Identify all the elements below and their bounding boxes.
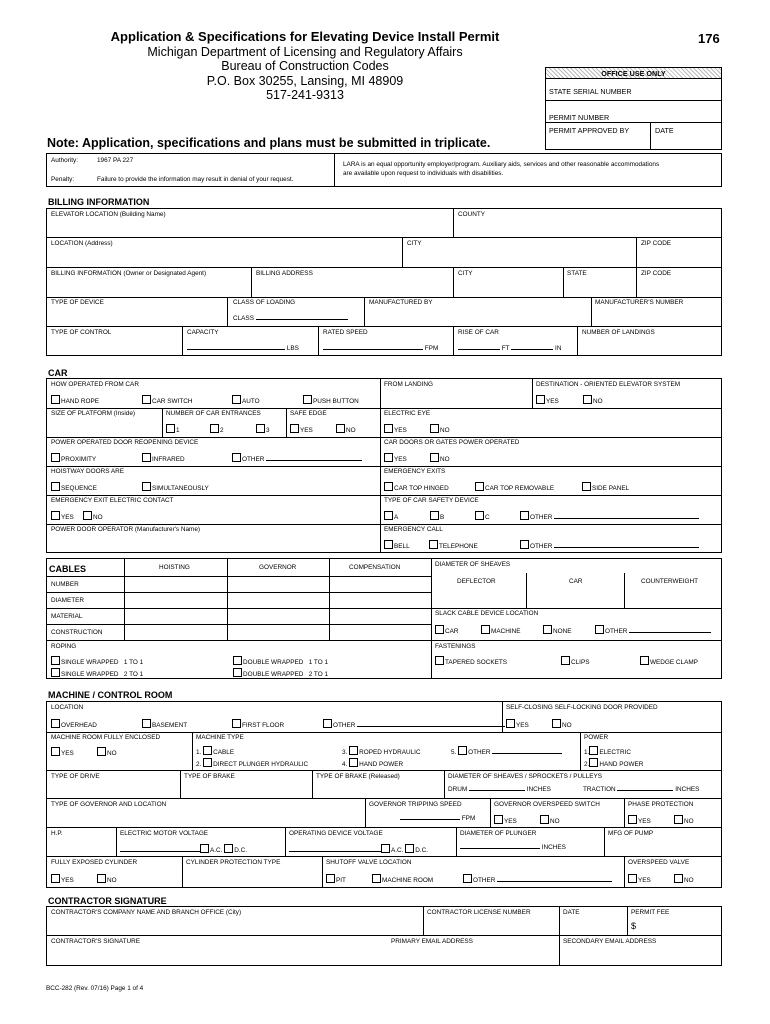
hand-power-checkbox[interactable] — [589, 758, 598, 767]
office-use-title: OFFICE USE ONLY — [546, 68, 721, 79]
machine-location-label: LOCATION — [51, 704, 84, 711]
operating-voltage-label: OPERATING DEVICE VOLTAGE — [289, 830, 383, 837]
lara-notice-2: are available upon request to individuals with disabilities. — [343, 170, 504, 177]
hand-power-option[interactable]: 2. HAND POWER — [584, 758, 643, 769]
location-other-checkbox[interactable] — [323, 719, 332, 728]
permit-approved-by-label: PERMIT APPROVED BY — [549, 126, 630, 135]
type-of-drive-field[interactable]: TYPE OF DRIVE — [51, 773, 100, 780]
overspeed-valve-label: OVERSPEED VALVE — [628, 859, 690, 866]
bell-checkbox[interactable] — [384, 540, 393, 549]
billing-section-title: BILLING INFORMATION — [48, 197, 150, 207]
self-closing-yes[interactable]: YES — [506, 719, 529, 730]
exit-contact-yes-checkbox[interactable] — [51, 511, 60, 520]
hand-rope-option[interactable]: HAND ROPE — [51, 395, 99, 406]
motor-voltage-label: ELECTRIC MOTOR VOLTAGE — [120, 830, 209, 837]
reopening-other-checkbox[interactable] — [232, 453, 241, 462]
divider — [650, 123, 651, 149]
phase-protection-no-checkbox[interactable] — [674, 815, 683, 824]
capacity-field[interactable] — [187, 345, 299, 353]
manufacturers-number-field[interactable]: MANUFACTURER'S NUMBER — [595, 299, 684, 306]
rise-ft-line — [458, 349, 500, 350]
self-closing-no-checkbox[interactable] — [552, 719, 561, 728]
car-doors-no[interactable]: NO — [430, 453, 450, 464]
basement-checkbox[interactable] — [142, 719, 151, 728]
operating-dc-checkbox[interactable] — [405, 844, 414, 853]
slack-machine-option[interactable]: MACHINE — [481, 625, 520, 636]
entrances-2[interactable]: 2 — [210, 424, 224, 435]
safe-edge-yes[interactable]: YES — [290, 424, 313, 435]
safety-b-option[interactable]: B — [430, 511, 444, 522]
fpm-unit: FPM — [424, 345, 439, 352]
governor-type-field[interactable]: TYPE OF GOVERNOR AND LOCATION — [51, 801, 167, 808]
in-unit: IN — [555, 345, 562, 352]
divider — [334, 154, 335, 186]
machine-table — [46, 701, 722, 888]
proximity-option[interactable]: PROXIMITY — [51, 453, 96, 464]
enclosed-label: MACHINE ROOM FULLY ENCLOSED — [51, 734, 161, 741]
call-other-checkbox[interactable] — [520, 540, 529, 549]
from-landing-field[interactable]: FROM LANDING — [384, 381, 433, 388]
electric-eye-yes[interactable]: YES — [384, 424, 407, 435]
single-2to1-option[interactable]: SINGLE WRAPPED 2 TO 1 — [51, 668, 143, 679]
operating-voltage-field[interactable]: A.C. D.C. — [289, 844, 428, 855]
cable-number-label: NUMBER — [51, 581, 79, 588]
first-floor-option[interactable]: FIRST FLOOR — [232, 719, 284, 730]
tapered-sockets-checkbox[interactable] — [435, 656, 444, 665]
approval-row — [546, 123, 721, 149]
number-of-landings-field[interactable]: NUMBER OF LANDINGS — [582, 329, 655, 336]
motor-voltage-field[interactable]: A.C. D.C. — [120, 844, 247, 855]
enclosed-no[interactable]: NO — [97, 747, 117, 758]
electric-eye-no[interactable]: NO — [430, 424, 450, 435]
telephone-option[interactable]: TELEPHONE — [429, 540, 478, 551]
exit-contact-no[interactable]: NO — [83, 511, 103, 522]
double-1to1-option[interactable]: DOUBLE WRAPPED 1 TO 1 — [233, 656, 328, 667]
auto-option[interactable]: AUTO — [232, 395, 260, 406]
state-serial-label: STATE SERIAL NUMBER — [549, 87, 632, 96]
single-2to1-checkbox[interactable] — [51, 668, 60, 677]
permit-number-field[interactable] — [546, 101, 721, 123]
safe-edge-no-checkbox[interactable] — [336, 424, 345, 433]
phase-protection-no[interactable]: NO — [674, 815, 694, 826]
traction-field[interactable]: TRACTION INCHES — [583, 786, 700, 793]
push-button-option[interactable]: PUSH BUTTON — [303, 395, 359, 406]
plunger-diameter-label: DIAMETER OF PLUNGER — [460, 830, 537, 837]
contractor-section-title: CONTRACTOR SIGNATURE — [48, 896, 167, 906]
exposed-cylinder-yes[interactable]: YES — [51, 874, 74, 885]
bell-option[interactable]: BELL — [384, 540, 410, 551]
phone-number: 517-241-9313 — [266, 88, 344, 102]
safe-edge-no[interactable]: NO — [336, 424, 356, 435]
hand-rope-checkbox[interactable] — [51, 395, 60, 404]
sheaves-header: DIAMETER OF SHEAVES — [435, 561, 511, 568]
overspeed-valve-yes-checkbox[interactable] — [628, 874, 637, 883]
self-closing-no[interactable]: NO — [552, 719, 572, 730]
entrances-1[interactable]: 1 — [166, 424, 180, 435]
enclosed-yes[interactable]: YES — [51, 747, 74, 758]
contractor-date-field[interactable]: DATE — [563, 909, 580, 916]
slack-none-option[interactable]: NONE — [543, 625, 571, 636]
safety-c-checkbox[interactable] — [475, 511, 484, 520]
car-doors-label: CAR DOORS OR GATES POWER OPERATED — [384, 439, 520, 446]
overspeed-valve-yes[interactable]: YES — [628, 874, 651, 885]
tripping-speed-field[interactable]: FPM — [400, 815, 475, 823]
safety-b-checkbox[interactable] — [430, 511, 439, 520]
slack-other-checkbox[interactable] — [595, 625, 604, 634]
ft-unit: FT — [501, 345, 510, 352]
car-table — [46, 378, 722, 553]
safety-a-option[interactable]: A — [384, 511, 398, 522]
electric-eye-yes-checkbox[interactable] — [384, 424, 393, 433]
class-label: CLASS — [233, 315, 254, 322]
cylinder-protection-field[interactable]: CYLINDER PROTECTION TYPE — [186, 859, 281, 866]
direct-plunger-checkbox[interactable] — [203, 758, 212, 767]
reopening-device-label: POWER OPERATED DOOR REOPENING DEVICE — [51, 439, 199, 446]
destination-no[interactable]: NO — [583, 395, 603, 406]
platform-size-field[interactable]: SIZE OF PLATFORM (Inside) — [51, 410, 136, 417]
lara-notice-1: LARA is an equal opportunity employer/program. Auxiliary aids, services and other reasonable accommodations — [343, 161, 660, 168]
exit-contact-yes[interactable]: YES — [51, 511, 74, 522]
destination-yes[interactable]: YES — [536, 395, 559, 406]
page-number: 176 — [698, 31, 720, 46]
billing-zip-field[interactable]: ZIP CODE — [641, 270, 672, 277]
simultaneously-checkbox[interactable] — [142, 482, 151, 491]
shutoff-machine-room-option[interactable]: MACHINE ROOM — [372, 874, 433, 885]
phase-protection-yes-checkbox[interactable] — [628, 815, 637, 824]
capacity-label: CAPACITY — [187, 329, 219, 336]
class-field[interactable] — [233, 315, 348, 323]
rated-speed-field[interactable] — [323, 345, 438, 353]
exposed-cylinder-no[interactable]: NO — [97, 874, 117, 885]
wedge-clamp-checkbox[interactable] — [640, 656, 649, 665]
shutoff-machine-room-checkbox[interactable] — [372, 874, 381, 883]
cable-construction-label: CONSTRUCTION — [51, 629, 103, 636]
reopening-other-option[interactable]: OTHER — [232, 453, 362, 464]
rise-in-line — [511, 349, 553, 350]
billing-city-field[interactable]: CITY — [458, 270, 473, 277]
proximity-checkbox[interactable] — [51, 453, 60, 462]
double-1to1-checkbox[interactable] — [233, 656, 242, 665]
roping-label: ROPING — [51, 643, 77, 650]
class-of-loading-label: CLASS OF LOADING — [233, 299, 296, 306]
electric-power-option[interactable]: 1. ELECTRIC — [584, 746, 631, 757]
operating-ac-checkbox[interactable] — [381, 844, 390, 853]
cable-type-option[interactable]: 1. CABLE — [196, 746, 234, 757]
car-top-removable-option[interactable]: CAR TOP REMOVABLE — [475, 482, 554, 493]
tapered-sockets-option[interactable]: TAPERED SOCKETS — [435, 656, 507, 667]
car-doors-no-checkbox[interactable] — [430, 453, 439, 462]
car-doors-yes-checkbox[interactable] — [384, 453, 393, 462]
overspeed-valve-no[interactable]: NO — [674, 874, 694, 885]
mailing-address: P.O. Box 30255, Lansing, MI 48909 — [206, 73, 404, 88]
shutoff-valve-label: SHUTOFF VALVE LOCATION — [326, 859, 412, 866]
brake-released-field[interactable]: TYPE OF BRAKE (Released) — [316, 773, 400, 780]
hoisting-header: HOISTING — [159, 564, 190, 571]
safe-edge-label: SAFE EDGE — [290, 410, 327, 417]
exit-contact-label: EMERGENCY EXIT ELECTRIC CONTACT — [51, 497, 174, 504]
phase-protection-yes[interactable]: YES — [628, 815, 651, 826]
hoistway-label: HOISTWAY DOORS ARE — [51, 468, 125, 475]
infrared-option[interactable]: INFRARED — [142, 453, 185, 464]
counterweight-field[interactable]: COUNTERWEIGHT — [641, 578, 699, 585]
car-doors-yes[interactable]: YES — [384, 453, 407, 464]
car-top-hinged-checkbox[interactable] — [384, 482, 393, 491]
state-serial-field[interactable] — [546, 79, 721, 101]
shutoff-pit-checkbox[interactable] — [326, 874, 335, 883]
agency-name: Michigan Department of Licensing and Regulatory Affairs — [147, 44, 463, 59]
bureau-name: Bureau of Construction Codes — [221, 59, 389, 73]
hand-power-type-option[interactable]: 4. HAND POWER — [342, 758, 403, 769]
electric-power-checkbox[interactable] — [589, 746, 598, 755]
car-switch-option[interactable]: CAR SWITCH — [142, 395, 192, 406]
drum-field[interactable]: DRUM INCHES — [448, 786, 551, 793]
billing-owner-field[interactable]: BILLING INFORMATION (Owner or Designated Agent) — [51, 270, 207, 277]
electric-eye-label: ELECTRIC EYE — [384, 410, 431, 417]
authority-value: 1967 PA 227 — [97, 157, 134, 164]
cable-material-label: MATERIAL — [51, 613, 83, 620]
car-top-removable-checkbox[interactable] — [475, 482, 484, 491]
safety-other-checkbox[interactable] — [520, 511, 529, 520]
governor-header: GOVERNOR — [259, 564, 297, 571]
power-label: POWER — [584, 734, 609, 741]
location-city-field[interactable]: CITY — [407, 240, 422, 247]
form-title: Application & Specifications for Elevating Device Install Permit — [110, 29, 500, 44]
exit-contact-no-checkbox[interactable] — [83, 511, 92, 520]
double-2to1-option[interactable]: DOUBLE WRAPPED 2 TO 1 — [233, 668, 328, 679]
sheave-car-field[interactable]: CAR — [569, 578, 583, 585]
shutoff-other-option[interactable]: OTHER — [463, 874, 612, 885]
contractor-table — [46, 906, 722, 966]
destination-yes-checkbox[interactable] — [536, 395, 545, 404]
single-1to1-checkbox[interactable] — [51, 656, 60, 665]
company-name-field[interactable]: CONTRACTOR'S COMPANY NAME AND BRANCH OFFICE (City) — [51, 909, 242, 916]
call-other-option[interactable]: OTHER — [520, 540, 699, 551]
safe-edge-yes-checkbox[interactable] — [290, 424, 299, 433]
license-number-field[interactable]: CONTRACTOR LICENSE NUMBER — [427, 909, 531, 916]
compensation-header: COMPENSATION — [349, 564, 401, 571]
clips-checkbox[interactable] — [561, 656, 570, 665]
entrances-3-checkbox[interactable] — [256, 424, 265, 433]
signature-field[interactable]: CONTRACTOR'S SIGNATURE — [51, 938, 141, 945]
emergency-call-label: EMERGENCY CALL — [384, 526, 443, 533]
slack-car-option[interactable]: CAR — [435, 625, 459, 636]
location-zip-field[interactable]: ZIP CODE — [641, 240, 672, 247]
motor-dc-checkbox[interactable] — [224, 844, 233, 853]
entrances-label: NUMBER OF CAR ENTRANCES — [166, 410, 261, 417]
location-address-field[interactable]: LOCATION (Address) — [51, 240, 113, 247]
permit-number-label: PERMIT NUMBER — [549, 113, 610, 122]
infrared-checkbox[interactable] — [142, 453, 151, 462]
motor-ac-checkbox[interactable] — [200, 844, 209, 853]
enclosed-no-checkbox[interactable] — [97, 747, 106, 756]
overhead-checkbox[interactable] — [51, 719, 60, 728]
auto-checkbox[interactable] — [232, 395, 241, 404]
machine-other-checkbox[interactable] — [458, 746, 467, 755]
direct-plunger-option[interactable]: 2. DIRECT PLUNGER HYDRAULIC — [196, 758, 308, 769]
form-footer: BCC-282 (Rev. 07/16) Page 1 of 4 — [46, 985, 144, 992]
double-2to1-checkbox[interactable] — [233, 668, 242, 677]
office-date-label: DATE — [655, 126, 674, 135]
roped-hydraulic-option[interactable]: 3. ROPED HYDRAULIC — [342, 746, 421, 757]
type-of-control-field[interactable]: TYPE OF CONTROL — [51, 329, 112, 336]
enclosed-yes-checkbox[interactable] — [51, 747, 60, 756]
car-section-title: CAR — [48, 368, 68, 378]
destination-no-checkbox[interactable] — [583, 395, 592, 404]
sequence-option[interactable]: SEQUENCE — [51, 482, 97, 493]
self-closing-yes-checkbox[interactable] — [506, 719, 515, 728]
permit-fee-label: PERMIT FEE — [631, 909, 670, 916]
secondary-email-field[interactable]: SECONDARY EMAIL ADDRESS — [563, 938, 657, 945]
class-line — [256, 319, 348, 320]
county-field[interactable]: COUNTY — [458, 211, 485, 218]
deflector-field[interactable]: DEFLECTOR — [457, 578, 496, 585]
rated-speed-line — [323, 349, 423, 350]
penalty-value: Failure to provide the information may result in denial of your request. — [97, 176, 294, 183]
destination-label: DESTINATION - ORIENTED ELEVATOR SYSTEM — [536, 381, 681, 388]
cable-type-checkbox[interactable] — [203, 746, 212, 755]
machine-type-label: MACHINE TYPE — [196, 734, 244, 741]
safety-device-label: TYPE OF CAR SAFETY DEVICE — [384, 497, 479, 504]
side-panel-option[interactable]: SIDE PANEL — [582, 482, 629, 493]
electric-eye-no-checkbox[interactable] — [430, 424, 439, 433]
exposed-cylinder-label: FULLY EXPOSED CYLINDER — [51, 859, 138, 866]
emergency-exits-label: EMERGENCY EXITS — [384, 468, 446, 475]
location-other-option[interactable]: OTHER — [323, 719, 505, 730]
authority-box — [46, 153, 722, 187]
safety-a-checkbox[interactable] — [384, 511, 393, 520]
overspeed-switch-yes-checkbox[interactable] — [494, 815, 503, 824]
slack-car-checkbox[interactable] — [435, 625, 444, 634]
shutoff-pit-option[interactable]: PIT — [326, 874, 346, 885]
side-panel-checkbox[interactable] — [582, 482, 591, 491]
tripping-speed-label: GOVERNOR TRIPPING SPEED — [369, 801, 462, 808]
overspeed-valve-no-checkbox[interactable] — [674, 874, 683, 883]
door-operator-field[interactable]: POWER DOOR OPERATOR (Manufacturer's Name) — [51, 526, 201, 533]
car-switch-checkbox[interactable] — [142, 395, 151, 404]
form-header — [60, 30, 550, 103]
exposed-cylinder-yes-checkbox[interactable] — [51, 874, 60, 883]
single-1to1-option[interactable]: SINGLE WRAPPED 1 TO 1 — [51, 656, 143, 667]
push-button-checkbox[interactable] — [303, 395, 312, 404]
machine-section-title: MACHINE / CONTROL ROOM — [48, 690, 173, 700]
slack-none-checkbox[interactable] — [543, 625, 552, 634]
telephone-checkbox[interactable] — [429, 540, 438, 549]
basement-option[interactable]: BASEMENT — [142, 719, 187, 730]
phase-protection-label: PHASE PROTECTION — [628, 801, 694, 808]
entrances-3[interactable]: 3 — [256, 424, 270, 435]
wedge-clamp-option[interactable]: WEDGE CLAMP — [640, 656, 698, 667]
cable-diameter-label: DIAMETER — [51, 597, 85, 604]
sequence-checkbox[interactable] — [51, 482, 60, 491]
machine-other-option[interactable]: 5. OTHER — [451, 746, 562, 757]
type-of-brake-field[interactable]: TYPE OF BRAKE — [184, 773, 235, 780]
rise-of-car-field[interactable] — [458, 345, 561, 353]
car-top-hinged-option[interactable]: CAR TOP HINGED — [384, 482, 449, 493]
primary-email-field[interactable]: PRIMARY EMAIL ADDRESS — [391, 938, 473, 945]
office-use-box — [545, 67, 722, 150]
authority-label: Authority: — [51, 157, 78, 164]
hand-power-type-checkbox[interactable] — [349, 758, 358, 767]
self-closing-label: SELF-CLOSING SELF-LOCKING DOOR PROVIDED — [506, 704, 658, 711]
sheaves-sprockets-label: DIAMETER OF SHEAVES / SPROCKETS / PULLEYS — [448, 773, 603, 780]
safety-c-option[interactable]: C — [475, 511, 490, 522]
cables-table — [46, 558, 722, 679]
entrances-1-checkbox[interactable] — [166, 424, 175, 433]
safety-other-option[interactable]: OTHER — [520, 511, 699, 522]
overspeed-switch-no-checkbox[interactable] — [540, 815, 549, 824]
billing-table — [46, 208, 722, 356]
submission-note: Note: Application, specifications and plans must be submitted in triplicate. — [47, 136, 491, 150]
slack-other-option[interactable]: OTHER — [595, 625, 711, 636]
manufactured-by-field[interactable]: MANUFACTURED BY — [369, 299, 433, 306]
shutoff-other-checkbox[interactable] — [463, 874, 472, 883]
overspeed-switch-yes[interactable]: YES — [494, 815, 517, 826]
rise-of-car-label: RISE OF CAR — [458, 329, 499, 336]
plunger-diameter-field[interactable]: INCHES — [460, 844, 566, 852]
overhead-option[interactable]: OVERHEAD — [51, 719, 97, 730]
capacity-line — [187, 349, 285, 350]
billing-state-field[interactable]: STATE — [567, 270, 587, 277]
penalty-label: Penalty: — [51, 176, 75, 183]
hp-field[interactable]: H.P. — [51, 830, 63, 837]
clips-option[interactable]: CLIPS — [561, 656, 589, 667]
entrances-2-checkbox[interactable] — [210, 424, 219, 433]
how-operated-label: HOW OPERATED FROM CAR — [51, 381, 139, 388]
billing-address-field[interactable]: BILLING ADDRESS — [256, 270, 313, 277]
first-floor-checkbox[interactable] — [232, 719, 241, 728]
rated-speed-label: RATED SPEED — [323, 329, 368, 336]
mfg-pump-field[interactable]: MFG OF PUMP — [608, 830, 654, 837]
roped-hydraulic-checkbox[interactable] — [349, 746, 358, 755]
slack-device-label: SLACK CABLE DEVICE LOCATION — [435, 610, 539, 617]
type-of-device-field[interactable]: TYPE OF DEVICE — [51, 299, 104, 306]
lbs-unit: LBS — [286, 345, 299, 352]
exposed-cylinder-no-checkbox[interactable] — [97, 874, 106, 883]
simultaneously-option[interactable]: SIMULTANEOUSLY — [142, 482, 209, 493]
slack-machine-checkbox[interactable] — [481, 625, 490, 634]
overspeed-switch-no[interactable]: NO — [540, 815, 560, 826]
cables-section-title: CABLES — [49, 564, 87, 574]
permit-fee-field[interactable]: $ — [631, 921, 637, 931]
elevator-location-field[interactable]: ELEVATOR LOCATION (Building Name) — [51, 211, 166, 218]
fastenings-label: FASTENINGS — [435, 643, 476, 650]
overspeed-switch-label: GOVERNOR OVERSPEED SWITCH — [494, 801, 600, 808]
